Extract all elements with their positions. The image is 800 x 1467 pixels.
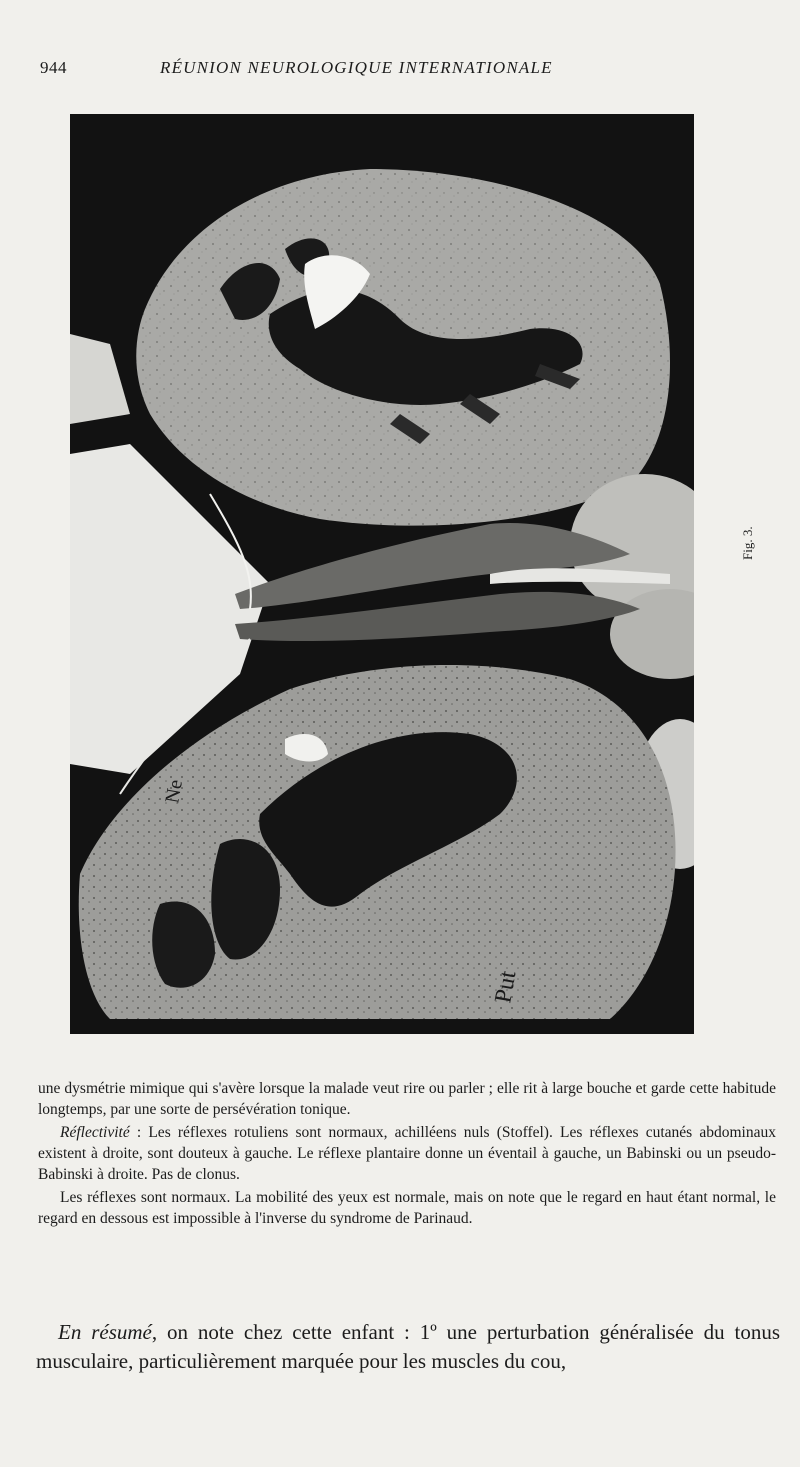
page-number: 944: [40, 58, 67, 77]
paragraph-2: [38, 1122, 776, 1185]
annotation-ne: Ne: [161, 778, 187, 805]
paragraph-1: une dysmétrie mimique qui s'avère lorsque la malade veut rire ou parler ; elle rit à large bouche et garde cette habitude longtemps, par une sorte de persévération tonique.: [38, 1080, 776, 1118]
summary-rest: , on note chez cette enfant : 1º une perturbation généralisée du tonus musculaire, particulièrement marquée pour les muscles du cou,: [36, 1320, 780, 1373]
brain-section-photograph: [70, 114, 694, 1034]
summary: [36, 1318, 780, 1376]
figure-label: Fig. 3.: [740, 526, 755, 560]
paragraph-3: Les réflexes sont normaux. La mobilité des yeux est normale, mais on note que le regard en haut étant normal, le regard en dessous est impossible à l'inverse du syndrome de Parinaud.: [38, 1189, 776, 1227]
paragraph-2-rest: : Les réflexes rotuliens sont normaux, achilléens nuls (Stoffel). Les réflexes cutanés abdominaux existent à droite, sont douteux à gauche. Le réflexe plantaire donne un éventail à gauche, un Babinski ou un pseudo-Babinski à droite. Pas de clonus.: [38, 1124, 776, 1183]
body-text: [38, 1078, 776, 1229]
paragraph-2-lead: Réflectivité: [60, 1124, 130, 1141]
summary-lead: En résumé: [58, 1320, 152, 1344]
running-title: RÉUNION NEUROLOGIQUE INTERNATIONALE: [160, 58, 553, 77]
brain-section-image: [70, 114, 694, 1034]
annotation-put: Put: [490, 968, 522, 1006]
summary-paragraph: [36, 1318, 780, 1376]
